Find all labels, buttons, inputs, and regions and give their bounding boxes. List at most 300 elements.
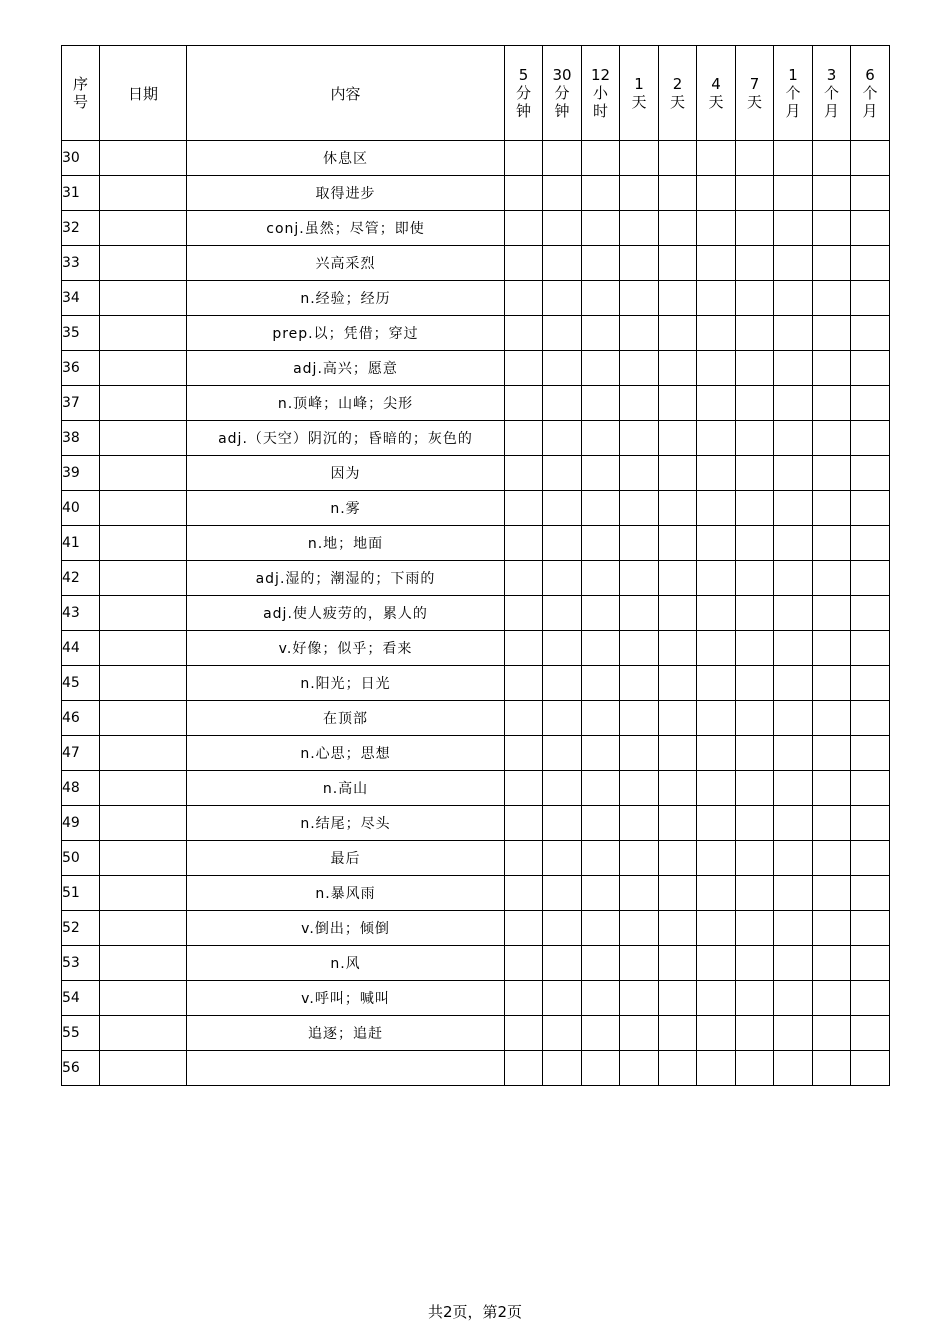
- review-check-cell[interactable]: [774, 911, 813, 946]
- review-check-cell[interactable]: [851, 351, 890, 386]
- review-check-cell[interactable]: [582, 911, 620, 946]
- date-cell[interactable]: [100, 1051, 187, 1086]
- review-check-cell[interactable]: [813, 351, 851, 386]
- review-check-cell[interactable]: [543, 841, 582, 876]
- date-cell[interactable]: [100, 246, 187, 281]
- review-check-cell[interactable]: [505, 421, 543, 456]
- review-check-cell[interactable]: [620, 701, 659, 736]
- review-check-cell[interactable]: [543, 1016, 582, 1051]
- review-check-cell[interactable]: [697, 981, 736, 1016]
- review-check-cell[interactable]: [505, 281, 543, 316]
- review-check-cell[interactable]: [659, 1016, 697, 1051]
- review-check-cell[interactable]: [813, 176, 851, 211]
- review-check-cell[interactable]: [505, 351, 543, 386]
- review-check-cell[interactable]: [620, 736, 659, 771]
- review-check-cell[interactable]: [659, 421, 697, 456]
- review-check-cell[interactable]: [851, 806, 890, 841]
- date-cell[interactable]: [100, 176, 187, 211]
- review-check-cell[interactable]: [697, 841, 736, 876]
- content-cell: n.暴风雨: [187, 876, 505, 911]
- review-check-cell[interactable]: [697, 736, 736, 771]
- review-check-cell[interactable]: [851, 526, 890, 561]
- review-check-cell[interactable]: [774, 946, 813, 981]
- review-check-cell[interactable]: [620, 981, 659, 1016]
- row-number: 53: [62, 946, 100, 981]
- review-check-cell[interactable]: [582, 141, 620, 176]
- review-check-cell[interactable]: [697, 701, 736, 736]
- review-check-cell[interactable]: [543, 736, 582, 771]
- review-check-cell[interactable]: [582, 841, 620, 876]
- review-check-cell[interactable]: [851, 1051, 890, 1086]
- review-check-cell[interactable]: [851, 736, 890, 771]
- review-check-cell[interactable]: [774, 806, 813, 841]
- review-check-cell[interactable]: [697, 386, 736, 421]
- review-check-cell[interactable]: [813, 806, 851, 841]
- review-check-cell[interactable]: [543, 526, 582, 561]
- date-cell[interactable]: [100, 876, 187, 911]
- review-check-cell[interactable]: [736, 211, 774, 246]
- review-check-cell[interactable]: [813, 211, 851, 246]
- review-check-cell[interactable]: [620, 211, 659, 246]
- review-check-cell[interactable]: [620, 1016, 659, 1051]
- review-check-cell[interactable]: [659, 841, 697, 876]
- review-check-cell[interactable]: [505, 456, 543, 491]
- review-check-cell[interactable]: [659, 176, 697, 211]
- review-check-cell[interactable]: [851, 316, 890, 351]
- review-check-cell[interactable]: [813, 666, 851, 701]
- review-check-cell[interactable]: [697, 176, 736, 211]
- review-check-cell[interactable]: [813, 1016, 851, 1051]
- review-check-cell[interactable]: [774, 876, 813, 911]
- review-check-cell[interactable]: [736, 666, 774, 701]
- date-cell[interactable]: [100, 386, 187, 421]
- review-check-cell[interactable]: [543, 946, 582, 981]
- review-check-cell[interactable]: [620, 1051, 659, 1086]
- review-check-cell[interactable]: [543, 911, 582, 946]
- review-check-cell[interactable]: [851, 841, 890, 876]
- review-check-cell[interactable]: [582, 946, 620, 981]
- review-check-cell[interactable]: [697, 596, 736, 631]
- review-check-cell[interactable]: [659, 491, 697, 526]
- review-check-cell[interactable]: [659, 701, 697, 736]
- review-check-cell[interactable]: [774, 736, 813, 771]
- review-check-cell[interactable]: [543, 246, 582, 281]
- review-check-cell[interactable]: [736, 806, 774, 841]
- date-cell[interactable]: [100, 736, 187, 771]
- review-check-cell[interactable]: [582, 1016, 620, 1051]
- review-check-cell[interactable]: [620, 806, 659, 841]
- review-check-cell[interactable]: [543, 211, 582, 246]
- review-check-cell[interactable]: [697, 351, 736, 386]
- review-check-cell[interactable]: [582, 456, 620, 491]
- review-check-cell[interactable]: [620, 316, 659, 351]
- review-check-cell[interactable]: [813, 981, 851, 1016]
- review-check-cell[interactable]: [620, 456, 659, 491]
- review-check-cell[interactable]: [543, 141, 582, 176]
- review-check-cell[interactable]: [851, 631, 890, 666]
- review-check-cell[interactable]: [620, 596, 659, 631]
- review-check-cell[interactable]: [659, 281, 697, 316]
- date-cell[interactable]: [100, 491, 187, 526]
- review-check-cell[interactable]: [582, 211, 620, 246]
- review-check-cell[interactable]: [659, 981, 697, 1016]
- review-check-cell[interactable]: [505, 491, 543, 526]
- review-check-cell[interactable]: [736, 456, 774, 491]
- review-check-cell[interactable]: [620, 631, 659, 666]
- review-check-cell[interactable]: [543, 876, 582, 911]
- date-cell[interactable]: [100, 316, 187, 351]
- review-check-cell[interactable]: [697, 316, 736, 351]
- review-check-cell[interactable]: [620, 351, 659, 386]
- review-check-cell[interactable]: [851, 491, 890, 526]
- date-cell[interactable]: [100, 701, 187, 736]
- review-check-cell[interactable]: [851, 666, 890, 701]
- review-check-cell[interactable]: [543, 771, 582, 806]
- review-check-cell[interactable]: [505, 771, 543, 806]
- review-check-cell[interactable]: [697, 631, 736, 666]
- date-cell[interactable]: [100, 631, 187, 666]
- review-check-cell[interactable]: [736, 1051, 774, 1086]
- review-check-cell[interactable]: [851, 876, 890, 911]
- date-cell[interactable]: [100, 1016, 187, 1051]
- review-check-cell[interactable]: [813, 316, 851, 351]
- review-check-cell[interactable]: [659, 316, 697, 351]
- review-check-cell[interactable]: [736, 421, 774, 456]
- review-check-cell[interactable]: [582, 386, 620, 421]
- review-check-cell[interactable]: [582, 246, 620, 281]
- review-check-cell[interactable]: [736, 981, 774, 1016]
- review-check-cell[interactable]: [620, 246, 659, 281]
- review-check-cell[interactable]: [736, 771, 774, 806]
- review-check-cell[interactable]: [813, 911, 851, 946]
- review-check-cell[interactable]: [813, 771, 851, 806]
- review-check-cell[interactable]: [774, 1051, 813, 1086]
- date-cell[interactable]: [100, 771, 187, 806]
- review-check-cell[interactable]: [736, 246, 774, 281]
- review-check-cell[interactable]: [851, 246, 890, 281]
- review-check-cell[interactable]: [736, 631, 774, 666]
- review-check-cell[interactable]: [659, 596, 697, 631]
- review-check-cell[interactable]: [851, 386, 890, 421]
- review-check-cell[interactable]: [736, 876, 774, 911]
- review-check-cell[interactable]: [851, 701, 890, 736]
- review-check-cell[interactable]: [813, 246, 851, 281]
- review-check-cell[interactable]: [736, 386, 774, 421]
- review-check-cell[interactable]: [813, 631, 851, 666]
- review-check-cell[interactable]: [505, 981, 543, 1016]
- review-check-cell[interactable]: [620, 946, 659, 981]
- review-check-cell[interactable]: [543, 386, 582, 421]
- review-check-cell[interactable]: [505, 386, 543, 421]
- review-check-cell[interactable]: [620, 176, 659, 211]
- review-check-cell[interactable]: [851, 981, 890, 1016]
- review-check-cell[interactable]: [697, 246, 736, 281]
- review-check-cell[interactable]: [813, 456, 851, 491]
- review-check-cell[interactable]: [582, 806, 620, 841]
- review-check-cell[interactable]: [659, 806, 697, 841]
- review-check-cell[interactable]: [697, 666, 736, 701]
- review-check-cell[interactable]: [736, 596, 774, 631]
- date-cell[interactable]: [100, 841, 187, 876]
- review-check-cell[interactable]: [543, 631, 582, 666]
- review-check-cell[interactable]: [505, 561, 543, 596]
- review-check-cell[interactable]: [543, 806, 582, 841]
- review-check-cell[interactable]: [774, 1016, 813, 1051]
- review-check-cell[interactable]: [851, 946, 890, 981]
- review-check-cell[interactable]: [851, 1016, 890, 1051]
- review-check-cell[interactable]: [620, 876, 659, 911]
- date-cell[interactable]: [100, 666, 187, 701]
- review-check-cell[interactable]: [697, 211, 736, 246]
- date-cell[interactable]: [100, 526, 187, 561]
- date-cell[interactable]: [100, 596, 187, 631]
- review-check-cell[interactable]: [659, 771, 697, 806]
- review-check-cell[interactable]: [543, 701, 582, 736]
- review-check-cell[interactable]: [582, 876, 620, 911]
- review-check-cell[interactable]: [582, 421, 620, 456]
- review-check-cell[interactable]: [736, 281, 774, 316]
- review-check-cell[interactable]: [813, 526, 851, 561]
- review-check-cell[interactable]: [774, 141, 813, 176]
- review-check-cell[interactable]: [736, 141, 774, 176]
- review-check-cell[interactable]: [813, 386, 851, 421]
- review-check-cell[interactable]: [505, 946, 543, 981]
- review-check-cell[interactable]: [659, 141, 697, 176]
- review-check-cell[interactable]: [659, 1051, 697, 1086]
- review-check-cell[interactable]: [659, 666, 697, 701]
- review-check-cell[interactable]: [774, 771, 813, 806]
- review-check-cell[interactable]: [697, 946, 736, 981]
- review-check-cell[interactable]: [813, 841, 851, 876]
- review-check-cell[interactable]: [620, 281, 659, 316]
- review-check-cell[interactable]: [851, 456, 890, 491]
- row-number: 42: [62, 561, 100, 596]
- review-check-cell[interactable]: [774, 596, 813, 631]
- review-check-cell[interactable]: [659, 876, 697, 911]
- review-check-cell[interactable]: [543, 561, 582, 596]
- review-check-cell[interactable]: [582, 736, 620, 771]
- review-check-cell[interactable]: [505, 666, 543, 701]
- review-check-cell[interactable]: [813, 1051, 851, 1086]
- review-check-cell[interactable]: [582, 491, 620, 526]
- review-check-cell[interactable]: [813, 421, 851, 456]
- review-check-cell[interactable]: [620, 561, 659, 596]
- review-check-cell[interactable]: [659, 736, 697, 771]
- review-check-cell[interactable]: [505, 316, 543, 351]
- review-check-cell[interactable]: [851, 561, 890, 596]
- review-check-cell[interactable]: [543, 176, 582, 211]
- review-check-cell[interactable]: [736, 176, 774, 211]
- review-check-cell[interactable]: [505, 911, 543, 946]
- review-check-cell[interactable]: [505, 141, 543, 176]
- review-check-cell[interactable]: [620, 841, 659, 876]
- review-check-cell[interactable]: [505, 736, 543, 771]
- review-check-cell[interactable]: [543, 981, 582, 1016]
- review-check-cell[interactable]: [851, 596, 890, 631]
- review-check-cell[interactable]: [813, 281, 851, 316]
- review-check-cell[interactable]: [620, 771, 659, 806]
- review-check-cell[interactable]: [697, 281, 736, 316]
- review-check-cell[interactable]: [774, 211, 813, 246]
- review-check-cell[interactable]: [697, 1016, 736, 1051]
- review-check-cell[interactable]: [659, 351, 697, 386]
- review-check-cell[interactable]: [543, 491, 582, 526]
- review-check-cell[interactable]: [697, 911, 736, 946]
- review-check-cell[interactable]: [582, 526, 620, 561]
- review-check-cell[interactable]: [543, 666, 582, 701]
- review-check-cell[interactable]: [774, 491, 813, 526]
- review-check-cell[interactable]: [582, 281, 620, 316]
- review-check-cell[interactable]: [774, 701, 813, 736]
- review-check-cell[interactable]: [813, 491, 851, 526]
- review-check-cell[interactable]: [851, 421, 890, 456]
- date-cell[interactable]: [100, 421, 187, 456]
- review-check-cell[interactable]: [774, 456, 813, 491]
- review-check-cell[interactable]: [851, 211, 890, 246]
- review-check-cell[interactable]: [659, 211, 697, 246]
- date-cell[interactable]: [100, 981, 187, 1016]
- review-check-cell[interactable]: [736, 1016, 774, 1051]
- review-check-cell[interactable]: [543, 421, 582, 456]
- date-cell[interactable]: [100, 806, 187, 841]
- review-check-cell[interactable]: [697, 421, 736, 456]
- review-check-cell[interactable]: [505, 806, 543, 841]
- review-check-cell[interactable]: [543, 456, 582, 491]
- review-check-cell[interactable]: [505, 246, 543, 281]
- review-check-cell[interactable]: [659, 456, 697, 491]
- review-check-cell[interactable]: [697, 876, 736, 911]
- review-check-cell[interactable]: [697, 456, 736, 491]
- review-check-cell[interactable]: [697, 491, 736, 526]
- review-check-cell[interactable]: [659, 526, 697, 561]
- review-check-cell[interactable]: [774, 561, 813, 596]
- review-check-cell[interactable]: [582, 316, 620, 351]
- review-check-cell[interactable]: [620, 386, 659, 421]
- review-check-cell[interactable]: [582, 771, 620, 806]
- review-check-cell[interactable]: [736, 841, 774, 876]
- review-check-cell[interactable]: [505, 526, 543, 561]
- review-check-cell[interactable]: [505, 176, 543, 211]
- review-check-cell[interactable]: [659, 946, 697, 981]
- review-check-cell[interactable]: [813, 701, 851, 736]
- review-check-cell[interactable]: [774, 351, 813, 386]
- review-check-cell[interactable]: [851, 771, 890, 806]
- review-check-cell[interactable]: [851, 176, 890, 211]
- review-check-cell[interactable]: [736, 946, 774, 981]
- review-check-cell[interactable]: [620, 421, 659, 456]
- review-check-cell[interactable]: [813, 946, 851, 981]
- date-cell[interactable]: [100, 911, 187, 946]
- review-check-cell[interactable]: [774, 981, 813, 1016]
- review-check-cell[interactable]: [774, 246, 813, 281]
- review-check-cell[interactable]: [851, 281, 890, 316]
- review-check-cell[interactable]: [851, 911, 890, 946]
- review-check-cell[interactable]: [697, 1051, 736, 1086]
- review-check-cell[interactable]: [505, 701, 543, 736]
- date-cell[interactable]: [100, 351, 187, 386]
- review-check-cell[interactable]: [813, 141, 851, 176]
- review-check-cell[interactable]: [620, 666, 659, 701]
- review-check-cell[interactable]: [543, 281, 582, 316]
- review-check-cell[interactable]: [774, 841, 813, 876]
- review-check-cell[interactable]: [736, 561, 774, 596]
- date-cell[interactable]: [100, 946, 187, 981]
- review-check-cell[interactable]: [543, 1051, 582, 1086]
- review-check-cell[interactable]: [543, 351, 582, 386]
- review-check-cell[interactable]: [736, 701, 774, 736]
- review-check-cell[interactable]: [813, 561, 851, 596]
- review-check-cell[interactable]: [582, 666, 620, 701]
- review-check-cell[interactable]: [697, 806, 736, 841]
- review-check-cell[interactable]: [620, 911, 659, 946]
- review-check-cell[interactable]: [659, 911, 697, 946]
- review-check-cell[interactable]: [505, 841, 543, 876]
- review-check-cell[interactable]: [543, 316, 582, 351]
- review-check-cell[interactable]: [659, 631, 697, 666]
- review-check-cell[interactable]: [813, 736, 851, 771]
- review-check-cell[interactable]: [774, 421, 813, 456]
- review-check-cell[interactable]: [736, 351, 774, 386]
- review-check-cell[interactable]: [582, 176, 620, 211]
- review-check-cell[interactable]: [582, 351, 620, 386]
- review-check-cell[interactable]: [697, 526, 736, 561]
- review-check-cell[interactable]: [505, 211, 543, 246]
- review-check-cell[interactable]: [774, 176, 813, 211]
- review-check-cell[interactable]: [736, 911, 774, 946]
- review-check-cell[interactable]: [659, 386, 697, 421]
- review-check-cell[interactable]: [774, 281, 813, 316]
- date-cell[interactable]: [100, 211, 187, 246]
- review-check-cell[interactable]: [620, 526, 659, 561]
- review-check-cell[interactable]: [582, 596, 620, 631]
- review-check-cell[interactable]: [505, 1051, 543, 1086]
- date-cell[interactable]: [100, 281, 187, 316]
- review-check-cell[interactable]: [505, 596, 543, 631]
- review-check-cell[interactable]: [697, 771, 736, 806]
- review-check-cell[interactable]: [620, 491, 659, 526]
- review-check-cell[interactable]: [774, 631, 813, 666]
- date-cell[interactable]: [100, 141, 187, 176]
- review-check-cell[interactable]: [620, 141, 659, 176]
- review-check-cell[interactable]: [736, 526, 774, 561]
- review-check-cell[interactable]: [851, 141, 890, 176]
- review-check-cell[interactable]: [582, 701, 620, 736]
- review-check-cell[interactable]: [505, 876, 543, 911]
- review-check-cell[interactable]: [813, 596, 851, 631]
- date-cell[interactable]: [100, 561, 187, 596]
- review-check-cell[interactable]: [505, 631, 543, 666]
- review-check-cell[interactable]: [736, 316, 774, 351]
- review-check-cell[interactable]: [582, 561, 620, 596]
- review-check-cell[interactable]: [774, 666, 813, 701]
- review-check-cell[interactable]: [813, 876, 851, 911]
- review-check-cell[interactable]: [697, 561, 736, 596]
- review-check-cell[interactable]: [582, 631, 620, 666]
- review-check-cell[interactable]: [774, 526, 813, 561]
- review-check-cell[interactable]: [543, 596, 582, 631]
- review-check-cell[interactable]: [736, 736, 774, 771]
- review-check-cell[interactable]: [505, 1016, 543, 1051]
- review-check-cell[interactable]: [774, 316, 813, 351]
- review-check-cell[interactable]: [582, 981, 620, 1016]
- review-check-cell[interactable]: [736, 491, 774, 526]
- review-check-cell[interactable]: [582, 1051, 620, 1086]
- review-check-cell[interactable]: [774, 386, 813, 421]
- review-check-cell[interactable]: [659, 246, 697, 281]
- review-check-cell[interactable]: [659, 561, 697, 596]
- date-cell[interactable]: [100, 456, 187, 491]
- review-check-cell[interactable]: [697, 141, 736, 176]
